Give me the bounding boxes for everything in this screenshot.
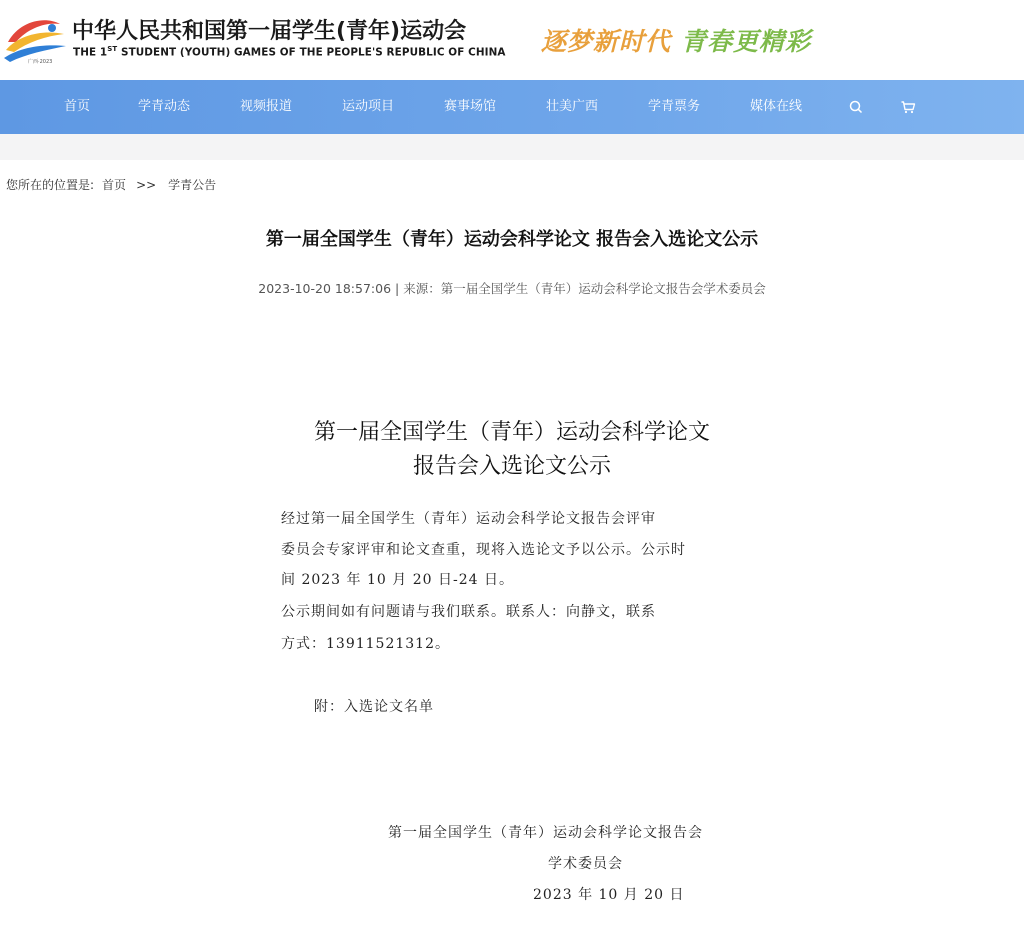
breadcrumb-current[interactable]: 学青公告 (168, 178, 217, 192)
nav-item-tickets[interactable]: 学青票务 (648, 99, 701, 114)
signature-date: 2023 年 10 月 20 日 (533, 887, 685, 903)
nav-item-guangxi[interactable]: 壮美广西 (546, 99, 599, 114)
article-title: 第一届全国学生（青年）运动会科学论文 报告会入选论文公示 (265, 229, 759, 250)
breadcrumb-prefix: 您所在的位置是: (6, 178, 95, 192)
nav-item-news[interactable]: 学青动态 (138, 99, 191, 114)
slogan-part1: 逐梦新时代 (541, 27, 672, 56)
article-meta: 2023-10-20 18:57:06 | 来源：第一届全国学生（青年）运动会科学论文报告会学术委员会 (258, 281, 766, 296)
nav-item-video[interactable]: 视频报道 (240, 99, 293, 114)
slogan (541, 22, 811, 58)
document-title-line2: 报告会入选论文公示 (412, 454, 611, 479)
site-title-en-prefix: THE 1 (73, 46, 108, 59)
nav-item-sports[interactable]: 运动项目 (342, 99, 395, 114)
site-header (0, 0, 1024, 80)
document-body-line: 方式：13911521312。 (281, 636, 450, 652)
nav-shadow-band (0, 134, 1024, 160)
breadcrumb (6, 176, 226, 193)
document-title-line1: 第一届全国学生（青年）运动会科学论文 (313, 420, 710, 445)
document-body-line: 经过第一届全国学生（青年）运动会科学论文报告会评审 (281, 511, 656, 527)
nav-item-media[interactable]: 媒体在线 (750, 99, 803, 114)
cart-icon[interactable] (900, 99, 916, 115)
signature-committee: 学术委员会 (548, 856, 623, 872)
signature-org: 第一届全国学生（青年）运动会科学论文报告会 (388, 825, 703, 841)
breadcrumb-separator: >> (136, 178, 157, 192)
document-body-line: 公示期间如有问题请与我们联系。联系人：向静文，联系 (281, 604, 656, 620)
search-icon[interactable] (848, 99, 864, 115)
site-title-cn[interactable]: 中华人民共和国第一届学生(青年)运动会 (72, 19, 467, 44)
nav-item-home[interactable]: 首页 (64, 99, 91, 114)
nav-item-venues[interactable]: 赛事场馆 (444, 99, 497, 114)
breadcrumb-home[interactable]: 首页 (102, 178, 127, 192)
document-body-line: 间 2023 年 10 月 20 日-24 日。 (281, 572, 514, 588)
document-body-line: 委员会专家评审和论文查重，现将入选论文予以公示。公示时 (281, 542, 686, 558)
attachment-link[interactable]: 附：入选论文名单 (314, 699, 434, 715)
games-logo-icon[interactable] (2, 12, 68, 64)
site-title-en (73, 45, 506, 58)
site-title-en-rest: STUDENT (YOUTH) GAMES OF THE PEOPLE'S REPUBLIC OF CHINA (117, 46, 506, 59)
slogan-part2: 青春更精彩 (681, 27, 812, 56)
logo-caption: 广西·2023 (28, 59, 53, 64)
main-nav (0, 80, 1024, 134)
site-title-en-sup: ST (107, 45, 118, 53)
